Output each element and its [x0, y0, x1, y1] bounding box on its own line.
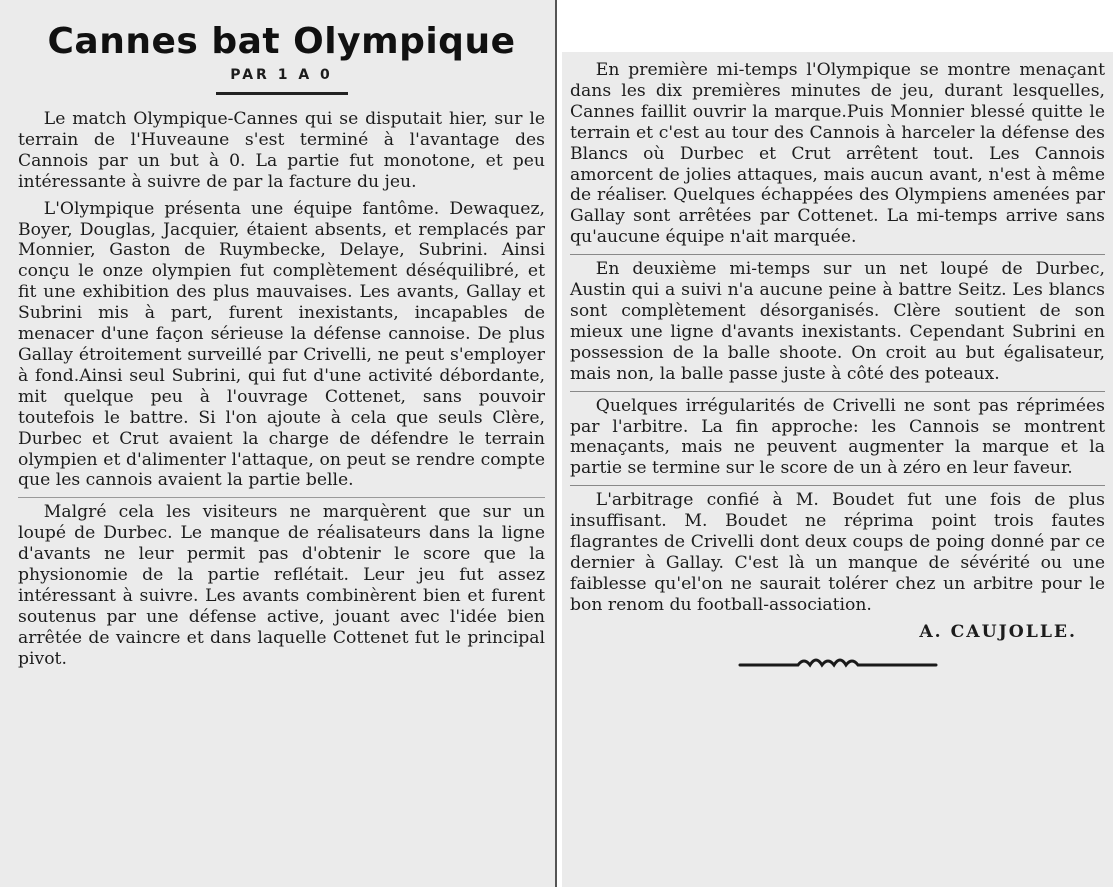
- column-divider: [555, 0, 557, 887]
- paragraph: En deuxième mi-temps sur un net loupé de Durbec, Austin qui a suivi n'a aucune peine à battre Seitz. Les blancs sont complètement désorganisés. Clère soutient de son mieux une ligne d'avants inexistants. Cependant Subrini en possession de la balle shoote. On croit au but égalisateur, mais non, la balle passe juste à côté des poteaux.: [570, 254, 1105, 384]
- paragraph: Malgré cela les visiteurs ne marquèrent que sur un loupé de Durbec. Le manque de réalisateurs dans la ligne d'avants ne leur permit pas d'obtenir le score que la physionomie de la partie reflétait. Leur jeu fut assez intéressant à suivre. Les avants combinèrent bien et furent soutenus par une défense active, jouant avec l'idée bien arrêtée de vaincre et dans laquelle Cottenet fut le principal pivot.: [18, 497, 545, 669]
- headline: Cannes bat Olympique: [47, 21, 516, 62]
- right-column: [562, 52, 1113, 887]
- left-column: [0, 0, 555, 887]
- paragraph: L'arbitrage confié à M. Boudet fut une fois de plus insuffisant. M. Boudet ne réprima point trois fautes flagrantes de Crivelli dont deux coups de poing donné par ce dernier à Gallay. C'est là un manque de sévérité ou une faiblesse qu'el'on ne saurait tolérer chez un arbitre pour le bon renom du football-association.: [570, 485, 1105, 615]
- paragraph: Quelques irrégularités de Crivelli ne sont pas réprimées par l'arbitre. La fin approche: les Cannois se montrent menaçants, mais ne peuvent augmenter la marque et la partie se termine sur le score de un à zéro en leur faveur.: [570, 391, 1105, 480]
- headline-rule: [216, 92, 348, 95]
- paragraph: Le match Olympique-Cannes qui se disputait hier, sur le terrain de l'Huveaune s'est terminé à l'avantage des Cannois par un but à 0. La partie fut monotone, et peu intéressante à suivre de par la facture du jeu.: [18, 109, 545, 192]
- paragraph: En première mi-temps l'Olympique se montre menaçant dans les dix premières minutes de jeu, durant lesquelles, Cannes faillit ouvrir la marque.Puis Monnier blessé quitte le terrain et c'est au tour des Cannois à harceler la défense des Blancs où Durbec et Crut arrêtent tout. Les Cannois amorcent de jolies attaques, mais aucun avant, n'est à même de réaliser. Quelques échappées des Olympiens amenées par Gallay sont arrêtées par Cottenet. La mi-temps arrive sans qu'aucune équipe n'ait marquée.: [570, 60, 1105, 248]
- squiggle-ornament-icon: [738, 651, 938, 673]
- paragraph: L'Olympique présenta une équipe fantôme. Dewaquez, Boyer, Douglas, Jacquier, étaient absents, et remplacés par Monnier, Gaston de Ruymbecke, Delaye, Subrini. Ainsi conçu le onze olympien fut complètement déséquilibré, et fit une exhibition des plus mauvaises. Les avants, Gallay et Subrini mis à part, furent inexistants, incapables de menacer d'une façon sérieuse la défense cannoise. De plus Gallay étroitement surveillé par Crivelli, ne peut s'employer à fond.Ainsi seul Subrini, qui fut d'une activité débordante, mit quelque peu à l'ouvrage Cottenet, sans pouvoir toutefois le battre. Si l'on ajoute à cela que seuls Clère, Durbec et Crut avaient la charge de défendre le terrain olympien et d'alimenter l'attaque, on peut se rendre compte que les cannois avaient la partie belle.: [18, 198, 545, 491]
- subheadline: PAR 1 A 0: [230, 67, 333, 83]
- byline: A. CAUJOLLE.: [919, 621, 1077, 642]
